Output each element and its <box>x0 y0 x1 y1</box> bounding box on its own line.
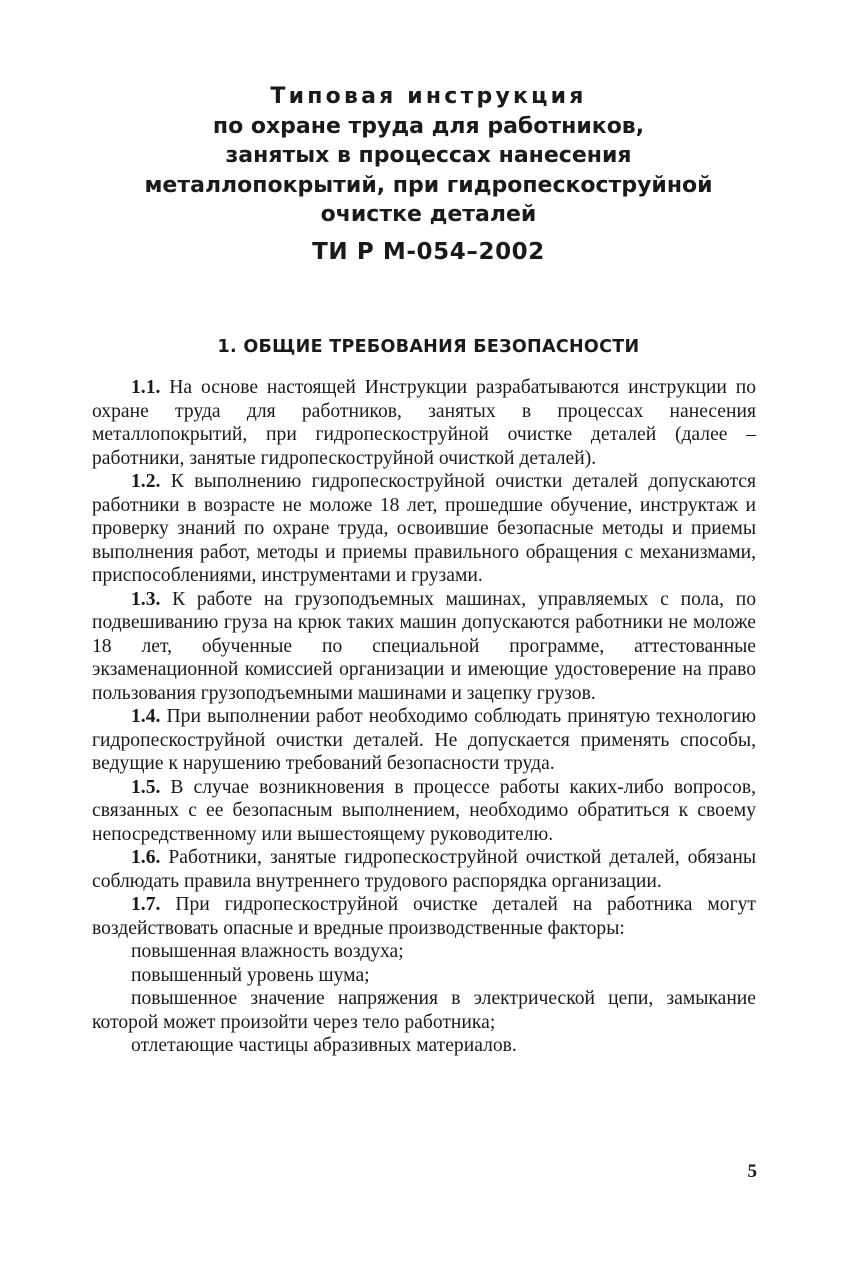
section-body <box>92 376 756 1058</box>
title-line: Типовая инструкция <box>270 84 587 109</box>
paragraph-number: 1.1. <box>131 377 161 398</box>
paragraph-1-1 <box>92 376 756 470</box>
factor-list-item: повышенный уровень шума; <box>131 964 370 986</box>
factor-list-item: повышенная влажность воздуха; <box>131 941 404 962</box>
paragraph-1-7 <box>92 893 756 940</box>
paragraph-text: К работе на грузоподъемных машинах, управляемых с пола, по подвешиванию груза на крюк таких машин допускаются работники не моложе 18 лет, обученные по специальной программе, аттестованные экзаменационной комиссией организации и имеющие удостоверение на право пользования грузоподъемными машинами и зацепку грузов. <box>92 588 756 704</box>
section-heading: 1. ОБЩИЕ ТРЕБОВАНИЯ БЕЗОПАСНОСТИ <box>217 337 640 357</box>
page-number: 5 <box>747 1161 757 1182</box>
paragraph-number: 1.4. <box>131 706 161 727</box>
paragraph-text: В случае возникновения в процессе работы каких-либо вопросов, связанных с ее безопасным выполнением, необходимо обратиться к своему непосредственному или вышестоящему руководителю. <box>92 776 756 845</box>
paragraph-number: 1.3. <box>131 588 161 610</box>
paragraph-text: При гидропескоструйной очистке деталей на работника могут воздействовать опасные и вредные производственные факторы: <box>92 894 756 939</box>
paragraph-1-2 <box>92 470 756 588</box>
paragraph-number: 1.6. <box>131 847 161 868</box>
paragraph-number: 1.7. <box>131 894 161 915</box>
factor-list-item: отлетающие частицы абразивных материалов. <box>131 1035 517 1056</box>
factor-list-item: повышенное значение напряжения в электрической цепи, замыкание которой может произойти через тело работника; <box>92 988 756 1033</box>
title-line: металлопокрытий, при гидропескоструйной <box>144 172 713 198</box>
title-line: занятых в процессах нанесения <box>225 143 632 168</box>
paragraph-text: К выполнению гидропескоструйной очистки деталей допускаются работники в возрасте не моложе 18 лет, прошедшие обучение, инструктаж и проверку знаний по охране труда, освоившие безопасные методы и приемы выполнения работ, методы и приемы правильного обращения с механизмами, приспособлениями, инструментами и грузами. <box>92 471 756 586</box>
paragraph-1-5 <box>92 776 756 847</box>
paragraph-number: 1.2. <box>131 471 161 492</box>
paragraph-1-6 <box>92 846 756 893</box>
paragraph-text: При выполнении работ необходимо соблюдать принятую технологию гидропескоструйной очистки деталей. Не допускается применять способы, ведущие к нарушению требований безопасности труда. <box>92 706 756 774</box>
paragraph-1-3 <box>92 588 756 706</box>
document-code: ТИ Р М-054–2002 <box>312 239 545 265</box>
title-line: очистке деталей <box>320 202 537 227</box>
paragraph-text: На основе настоящей Инструкции разрабатываются инструкции по охране труда для работников, занятых в процессах нанесения металлопокрытий, при гидропескоструйной очистке деталей (далее – работники, занятые гидропескоструйной очисткой деталей). <box>92 377 756 469</box>
paragraph-number: 1.5. <box>131 776 161 798</box>
title-line: по охране труда для работников, <box>212 113 645 139</box>
paragraph-text: Работники, занятые гидропескоструйной очисткой деталей, обязаны соблюдать правила внутреннего трудового распорядка организации. <box>92 847 756 892</box>
document-title <box>60 82 797 230</box>
paragraph-1-4 <box>92 705 756 776</box>
